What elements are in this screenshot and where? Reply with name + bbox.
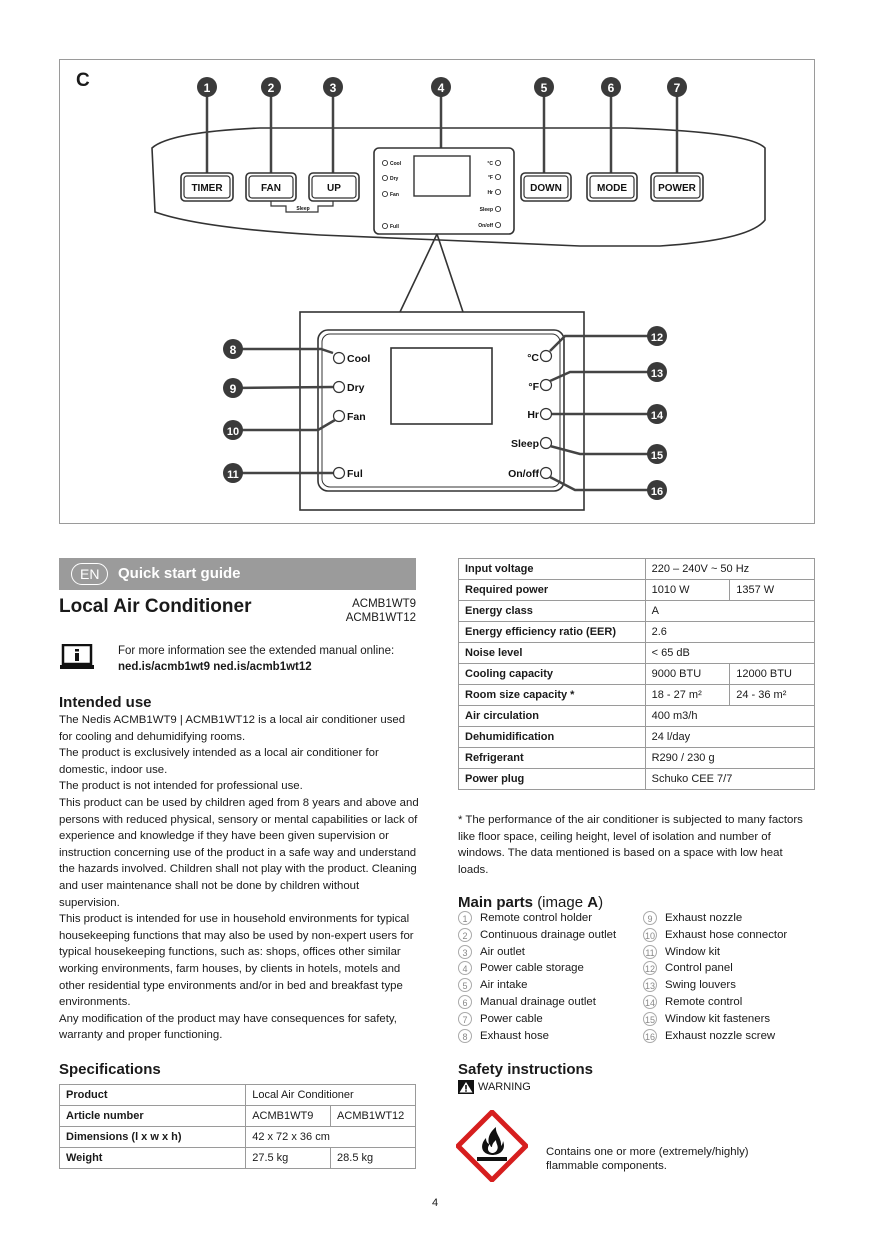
intended-paragraph: The product is not intended for professional use. bbox=[59, 780, 303, 793]
spec-value: 220 – 240V ~ 50 Hz bbox=[645, 559, 814, 580]
table-row bbox=[459, 622, 815, 643]
intended-paragraph: Any modification of the product may have consequences for safety, warranty and proper functioning. bbox=[59, 1012, 397, 1042]
table-row bbox=[60, 1127, 416, 1148]
main-parts-image-letter: A bbox=[587, 894, 599, 911]
fan-button-label: FAN bbox=[261, 183, 281, 194]
spec-value: 28.5 kg bbox=[331, 1148, 416, 1169]
zoom-dry-label: Dry bbox=[347, 382, 365, 394]
callout-10: 10 bbox=[226, 426, 240, 438]
spec-key: Air circulation bbox=[459, 706, 646, 727]
intended-paragraph: The Nedis ACMB1WT9 | ACMB1WT12 is a local air conditioner used for cooling and dehumidifying rooms. bbox=[59, 714, 406, 743]
small-c-label: °C bbox=[487, 161, 493, 167]
part-number: 11 bbox=[643, 945, 657, 959]
warning-line bbox=[458, 1080, 531, 1094]
part-name: Control panel bbox=[665, 962, 733, 975]
callout-12: 12 bbox=[650, 332, 664, 344]
callout-16: 16 bbox=[650, 486, 664, 498]
main-parts-sub-suffix: ) bbox=[598, 894, 604, 911]
spec-value: 27.5 kg bbox=[246, 1148, 331, 1169]
spec-key: Product bbox=[60, 1085, 246, 1106]
zoom-onoff-label: On/off bbox=[508, 468, 539, 480]
small-cool-label: Cool bbox=[390, 161, 402, 167]
spec-key: Energy efficiency ratio (EER) bbox=[459, 622, 646, 643]
part-number: 14 bbox=[643, 995, 657, 1009]
table-row bbox=[459, 601, 815, 622]
list-item bbox=[643, 1028, 787, 1045]
spec-value: 9000 BTU bbox=[645, 664, 730, 685]
callout-1: 1 bbox=[203, 81, 211, 95]
list-item bbox=[458, 1028, 616, 1045]
table-row bbox=[60, 1148, 416, 1169]
model-numbers bbox=[300, 597, 416, 625]
model-number: ACMB1WT12 bbox=[345, 612, 416, 624]
part-number: 4 bbox=[458, 961, 472, 975]
spec-value: ACMB1WT9 bbox=[246, 1106, 331, 1127]
part-number: 3 bbox=[458, 945, 472, 959]
part-number: 8 bbox=[458, 1029, 472, 1043]
timer-button-label: TIMER bbox=[191, 183, 223, 194]
spec-key: Refrigerant bbox=[459, 748, 646, 769]
list-item bbox=[643, 927, 787, 944]
power-button-label: POWER bbox=[658, 183, 696, 194]
part-number: 6 bbox=[458, 995, 472, 1009]
list-item bbox=[458, 960, 616, 977]
part-name: Power cable storage bbox=[480, 962, 584, 975]
intended-use-heading: Intended use bbox=[59, 694, 152, 711]
part-name: Remote control holder bbox=[480, 912, 593, 924]
part-number: 15 bbox=[643, 1012, 657, 1026]
info-display-icon bbox=[59, 644, 95, 672]
spec-key: Energy class bbox=[459, 601, 646, 622]
table-row bbox=[459, 748, 815, 769]
part-name: Power cable bbox=[480, 1012, 543, 1025]
main-parts-list-left bbox=[458, 910, 616, 1044]
spec-key: Room size capacity * bbox=[459, 685, 646, 706]
model-number: ACMB1WT9 bbox=[352, 598, 416, 610]
spec-key: Input voltage bbox=[459, 559, 646, 580]
control-panel-figure bbox=[59, 59, 815, 524]
page-number: 4 bbox=[432, 1197, 439, 1209]
zoom-ful-label: Ful bbox=[347, 468, 363, 480]
spec-value: ACMB1WT12 bbox=[331, 1106, 416, 1127]
part-name: Exhaust nozzle bbox=[665, 912, 743, 924]
part-name: Window kit fasteners bbox=[665, 1012, 771, 1025]
part-number: 13 bbox=[643, 978, 657, 992]
spec-key: Noise level bbox=[459, 643, 646, 664]
small-fan-label: Fan bbox=[390, 192, 399, 198]
small-ful-label: Full bbox=[390, 224, 399, 230]
product-title: Local Air Conditioner bbox=[59, 596, 252, 617]
spec-value: Local Air Conditioner bbox=[246, 1085, 416, 1106]
small-onoff-label: On/off bbox=[478, 223, 493, 229]
zoom-sleep-label: Sleep bbox=[510, 438, 539, 450]
sleep-tag-label: Sleep bbox=[296, 206, 310, 212]
spec-key: Power plug bbox=[459, 769, 646, 790]
callout-15: 15 bbox=[650, 450, 664, 462]
part-name: Exhaust hose connector bbox=[665, 928, 788, 941]
list-item bbox=[458, 927, 616, 944]
list-item bbox=[458, 1011, 616, 1028]
callout-4: 4 bbox=[437, 81, 445, 95]
zoom-hr-label: Hr bbox=[527, 409, 539, 421]
performance-footnote: * The performance of the air conditioner is subjected to many factors like floor space, ceiling height, level of isolation and number of windows. The data mentioned is based on a space with low heat loads. bbox=[458, 814, 803, 876]
part-number: 16 bbox=[643, 1029, 657, 1043]
flammable-notice: Contains one or more (extremely/highly) flammable components. bbox=[546, 1146, 749, 1172]
more-info-text bbox=[118, 643, 418, 675]
table-row bbox=[459, 685, 815, 706]
safety-heading: Safety instructions bbox=[458, 1061, 594, 1078]
specifications-heading: Specifications bbox=[59, 1061, 161, 1078]
flammable-ghs-icon bbox=[456, 1110, 528, 1182]
list-item bbox=[643, 994, 787, 1011]
warning-triangle-icon bbox=[458, 1080, 474, 1094]
part-name: Air intake bbox=[480, 979, 528, 992]
table-row bbox=[459, 559, 815, 580]
main-parts-sub-prefix: (image bbox=[537, 894, 588, 911]
specifications-table bbox=[59, 1084, 416, 1169]
spec-key: Weight bbox=[60, 1148, 246, 1169]
quick-start-heading: Quick start guide bbox=[118, 565, 241, 582]
spec-value: 1357 W bbox=[730, 580, 815, 601]
callout-9: 9 bbox=[229, 382, 237, 396]
spec-key: Dehumidification bbox=[459, 727, 646, 748]
part-number: 5 bbox=[458, 978, 472, 992]
language-badge: EN bbox=[71, 563, 108, 585]
callout-13: 13 bbox=[650, 368, 664, 380]
spec-value: R290 / 230 g bbox=[645, 748, 814, 769]
callout-8: 8 bbox=[229, 343, 237, 357]
table-row bbox=[459, 769, 815, 790]
spec-value: 24 - 36 m² bbox=[730, 685, 815, 706]
zoom-f-label: °F bbox=[528, 381, 539, 393]
small-sleep-label: Sleep bbox=[479, 207, 493, 213]
table-row bbox=[459, 643, 815, 664]
spec-value: A bbox=[645, 601, 814, 622]
table-row bbox=[459, 727, 815, 748]
intended-paragraph: This product can be used by children aged from 8 years and above and persons with reduced physical, sensory or mental capabilities or lack of experience and knowledge if they have been given supervision or instruction concerning use of the product in a safe way and understand the hazards involved. Children shall not play with the product. Cleaning and user maintenance shall not be done by children without supervision. bbox=[59, 796, 419, 909]
table-row bbox=[60, 1106, 416, 1127]
table-row bbox=[459, 580, 815, 601]
part-name: Remote control bbox=[665, 995, 743, 1008]
list-item bbox=[458, 910, 616, 927]
part-name: Exhaust nozzle screw bbox=[665, 1029, 776, 1042]
list-item bbox=[643, 1011, 787, 1028]
spec-key: Dimensions (l x w x h) bbox=[60, 1127, 246, 1148]
part-name: Exhaust hose bbox=[480, 1029, 550, 1042]
specifications-table-continued bbox=[458, 558, 815, 790]
small-f-label: °F bbox=[487, 175, 493, 181]
part-number: 2 bbox=[458, 928, 472, 942]
control-panel-drawing bbox=[60, 60, 816, 525]
list-item bbox=[458, 994, 616, 1011]
part-name: Swing louvers bbox=[665, 979, 736, 992]
table-row bbox=[60, 1085, 416, 1106]
table-row bbox=[459, 664, 815, 685]
callout-11: 11 bbox=[227, 469, 239, 481]
list-item bbox=[643, 960, 787, 977]
callout-2: 2 bbox=[267, 81, 275, 95]
up-button-label: UP bbox=[327, 183, 341, 194]
spec-key: Article number bbox=[60, 1106, 246, 1127]
callout-6: 6 bbox=[607, 81, 615, 95]
main-parts-heading bbox=[458, 894, 603, 911]
part-number: 12 bbox=[643, 961, 657, 975]
zoom-c-label: °C bbox=[527, 352, 539, 364]
part-number: 1 bbox=[458, 911, 472, 925]
callout-14: 14 bbox=[650, 410, 664, 422]
part-name: Air outlet bbox=[480, 945, 525, 958]
intended-paragraph: This product is intended for use in household environments for typical housekeeping functions that may also be used by non-expert users for typical housekeeping functions, such as: shops, offices other similar working environments, farm houses, by clients in hotels, motels and other residential type environments and/or in bed and breakfast type environments. bbox=[59, 913, 414, 1009]
down-button-label: DOWN bbox=[530, 183, 562, 194]
part-number: 10 bbox=[643, 928, 657, 942]
spec-value: 18 - 27 m² bbox=[645, 685, 730, 706]
callout-7: 7 bbox=[673, 81, 681, 95]
spec-value: 2.6 bbox=[645, 622, 814, 643]
main-parts-list-right bbox=[643, 910, 787, 1044]
warning-label: WARNING bbox=[478, 1080, 531, 1093]
part-name: Window kit bbox=[665, 945, 721, 958]
list-item bbox=[643, 910, 787, 927]
zoom-fan-label: Fan bbox=[347, 411, 366, 423]
figure-letter: C bbox=[76, 70, 90, 91]
part-name: Manual drainage outlet bbox=[480, 995, 596, 1008]
zoom-cool-label: Cool bbox=[347, 353, 371, 365]
table-row bbox=[459, 706, 815, 727]
spec-value: Schuko CEE 7/7 bbox=[645, 769, 814, 790]
intended-paragraph: The product is exclusively intended as a local air conditioner for domestic, indoor use. bbox=[59, 747, 379, 776]
spec-value: 42 x 72 x 36 cm bbox=[246, 1127, 416, 1148]
callout-5: 5 bbox=[540, 81, 548, 95]
spec-value: 1010 W bbox=[645, 580, 730, 601]
spec-value: 400 m3/h bbox=[645, 706, 814, 727]
part-number: 7 bbox=[458, 1012, 472, 1026]
more-info-label: For more information see the extended manual online: bbox=[118, 645, 395, 657]
list-item bbox=[643, 977, 787, 994]
small-dry-label: Dry bbox=[390, 176, 399, 182]
part-name: Continuous drainage outlet bbox=[480, 928, 617, 941]
part-number: 9 bbox=[643, 911, 657, 925]
spec-key: Required power bbox=[459, 580, 646, 601]
intended-use-body bbox=[59, 712, 419, 1044]
spec-value: < 65 dB bbox=[645, 643, 814, 664]
manual-links[interactable]: ned.is/acmb1wt9 ned.is/acmb1wt12 bbox=[118, 661, 312, 673]
list-item bbox=[643, 944, 787, 961]
spec-key: Cooling capacity bbox=[459, 664, 646, 685]
small-hr-label: Hr bbox=[487, 190, 493, 196]
quick-start-bar bbox=[59, 558, 416, 590]
main-parts-sub bbox=[537, 894, 603, 911]
list-item bbox=[458, 944, 616, 961]
mode-button-label: MODE bbox=[597, 183, 627, 194]
spec-value: 12000 BTU bbox=[730, 664, 815, 685]
list-item bbox=[458, 977, 616, 994]
spec-value: 24 l/day bbox=[645, 727, 814, 748]
main-parts-title: Main parts bbox=[458, 894, 534, 911]
callout-3: 3 bbox=[329, 81, 337, 95]
